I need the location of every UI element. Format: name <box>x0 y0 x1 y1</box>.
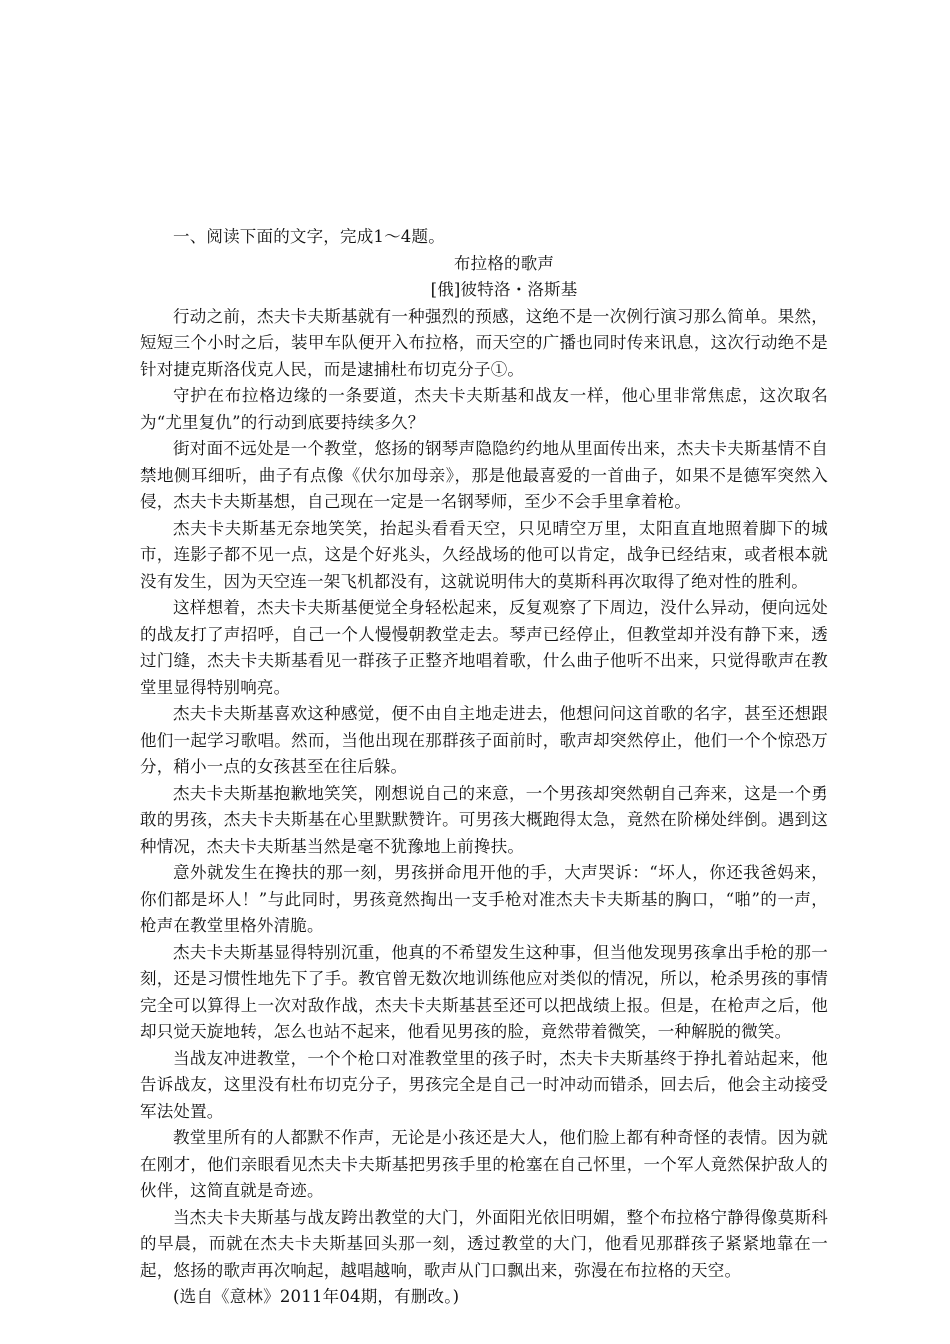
reading-passage <box>140 224 828 1311</box>
paragraph-2: 守护在布拉格边缘的一条要道，杰夫卡夫斯基和战友一样，他心里非常焦虑，这次取名为“尤里复仇”的行动到底要持续多久？ <box>140 386 828 432</box>
question-instruction: 一、阅读下面的文字，完成1～4题。 <box>173 227 445 246</box>
paragraph-10: 当战友冲进教堂，一个个枪口对准教堂里的孩子时，杰夫卡夫斯基终于挣扎着站起来，他告诉战友，这里没有杜布切克分子，男孩完全是自己一时冲动而错杀，回去后，他会主动接受军法处置。 <box>140 1048 828 1121</box>
paragraph-8: 意外就发生在搀扶的那一刻，男孩拼命甩开他的手，大声哭诉：“坏人，你还我爸妈来，你们都是坏人！”与此同时，男孩竟然掏出一支手枪对准杰夫卡夫斯基的胸口，“啪”的一声，枪声在教堂里格外清脆。 <box>140 863 828 935</box>
paragraph-4: 杰夫卡夫斯基无奈地笑笑，抬起头看看天空，只见晴空万里，太阳直直地照着脚下的城市，连影子都不见一点，这是个好兆头，久经战场的他可以肯定，战争已经结束，或者根本就没有发生，因为天空连一架飞机都没有，这就说明伟大的莫斯科再次取得了绝对性的胜利。 <box>140 518 828 591</box>
paragraph-7: 杰夫卡夫斯基抱歉地笑笑，刚想说自己的来意，一个男孩却突然朝自己奔来，这是一个勇敢的男孩，杰夫卡夫斯基在心里默默赞许。可男孩大概跑得太急，竟然在阶梯处绊倒。遇到这种情况，杰夫卡夫斯基当然是毫不犹豫地上前搀扶。 <box>140 783 828 856</box>
paragraph-9: 杰夫卡夫斯基显得特别沉重，他真的不希望发生这种事，但当他发现男孩拿出手枪的那一刻，还是习惯性地先下了手。教官曾无数次地训练他应对类似的情况，所以，枪杀男孩的事情完全可以算得上一次对敌作战，杰夫卡夫斯基甚至还可以把战绩上报。但是，在枪声之后，他却只觉天旋地转，怎么也站不起来，他看见男孩的脸，竟然带着微笑，一种解脱的微笑。 <box>140 942 828 1041</box>
paragraph-5: 这样想着，杰夫卡夫斯基便觉全身轻松起来，反复观察了下周边，没什么异动，便向远处的战友打了声招呼，自己一个人慢慢朝教堂走去。琴声已经停止，但教堂却并没有静下来，透过门缝，杰夫卡夫斯基看见一群孩子正整齐地唱着歌，什么曲子他听不出来，只觉得歌声在教堂里显得特别响亮。 <box>140 598 828 697</box>
source-note: (选自《意林》2011年04期，有删改。) <box>173 1287 460 1306</box>
article-title: 布拉格的歌声 <box>453 253 555 273</box>
article-author: [俄]彼特洛・洛斯基 <box>430 280 578 299</box>
paragraph-1: 行动之前，杰夫卡夫斯基就有一种强烈的预感，这绝不是一次例行演习那么简单。果然，短短三个小时之后，装甲车队便开入布拉格，而天空的广播也同时传来讯息，这次行动绝不是针对捷克斯洛伐克人民，而是逮捕杜布切克分子①。 <box>140 306 828 379</box>
paragraph-3: 街对面不远处是一个教堂，悠扬的钢琴声隐隐约约地从里面传出来，杰夫卡夫斯基情不自禁地侧耳细听，曲子有点像《伏尔加母亲》，那是他最喜爱的一首曲子，如果不是德军突然入侵，杰夫卡夫斯基想，自己现在一定是一名钢琴师，至少不会手里拿着枪。 <box>140 439 828 511</box>
paragraph-11: 教堂里所有的人都默不作声，无论是小孩还是大人，他们脸上都有种奇怪的表情。因为就在刚才，他们亲眼看见杰夫卡夫斯基把男孩手里的枪塞在自己怀里，一个军人竟然保护敌人的伙伴，这简直就是奇迹。 <box>140 1128 828 1200</box>
paragraph-6: 杰夫卡夫斯基喜欢这种感觉，便不由自主地走进去，他想问问这首歌的名字，甚至还想跟他们一起学习歌唱。然而，当他出现在那群孩子面前时，歌声却突然停止，他们一个个惊恐万分，稍小一点的女孩甚至在往后躲。 <box>140 704 828 776</box>
paragraph-12: 当杰夫卡夫斯基与战友跨出教堂的大门，外面阳光依旧明媚，整个布拉格宁静得像莫斯科的早晨，而就在杰夫卡夫斯基回头那一刻，透过教堂的大门，他看见那群孩子紧紧地靠在一起，悠扬的歌声再次响起，越唱越响，歌声从门口飘出来，弥漫在布拉格的天空。 <box>140 1207 828 1280</box>
